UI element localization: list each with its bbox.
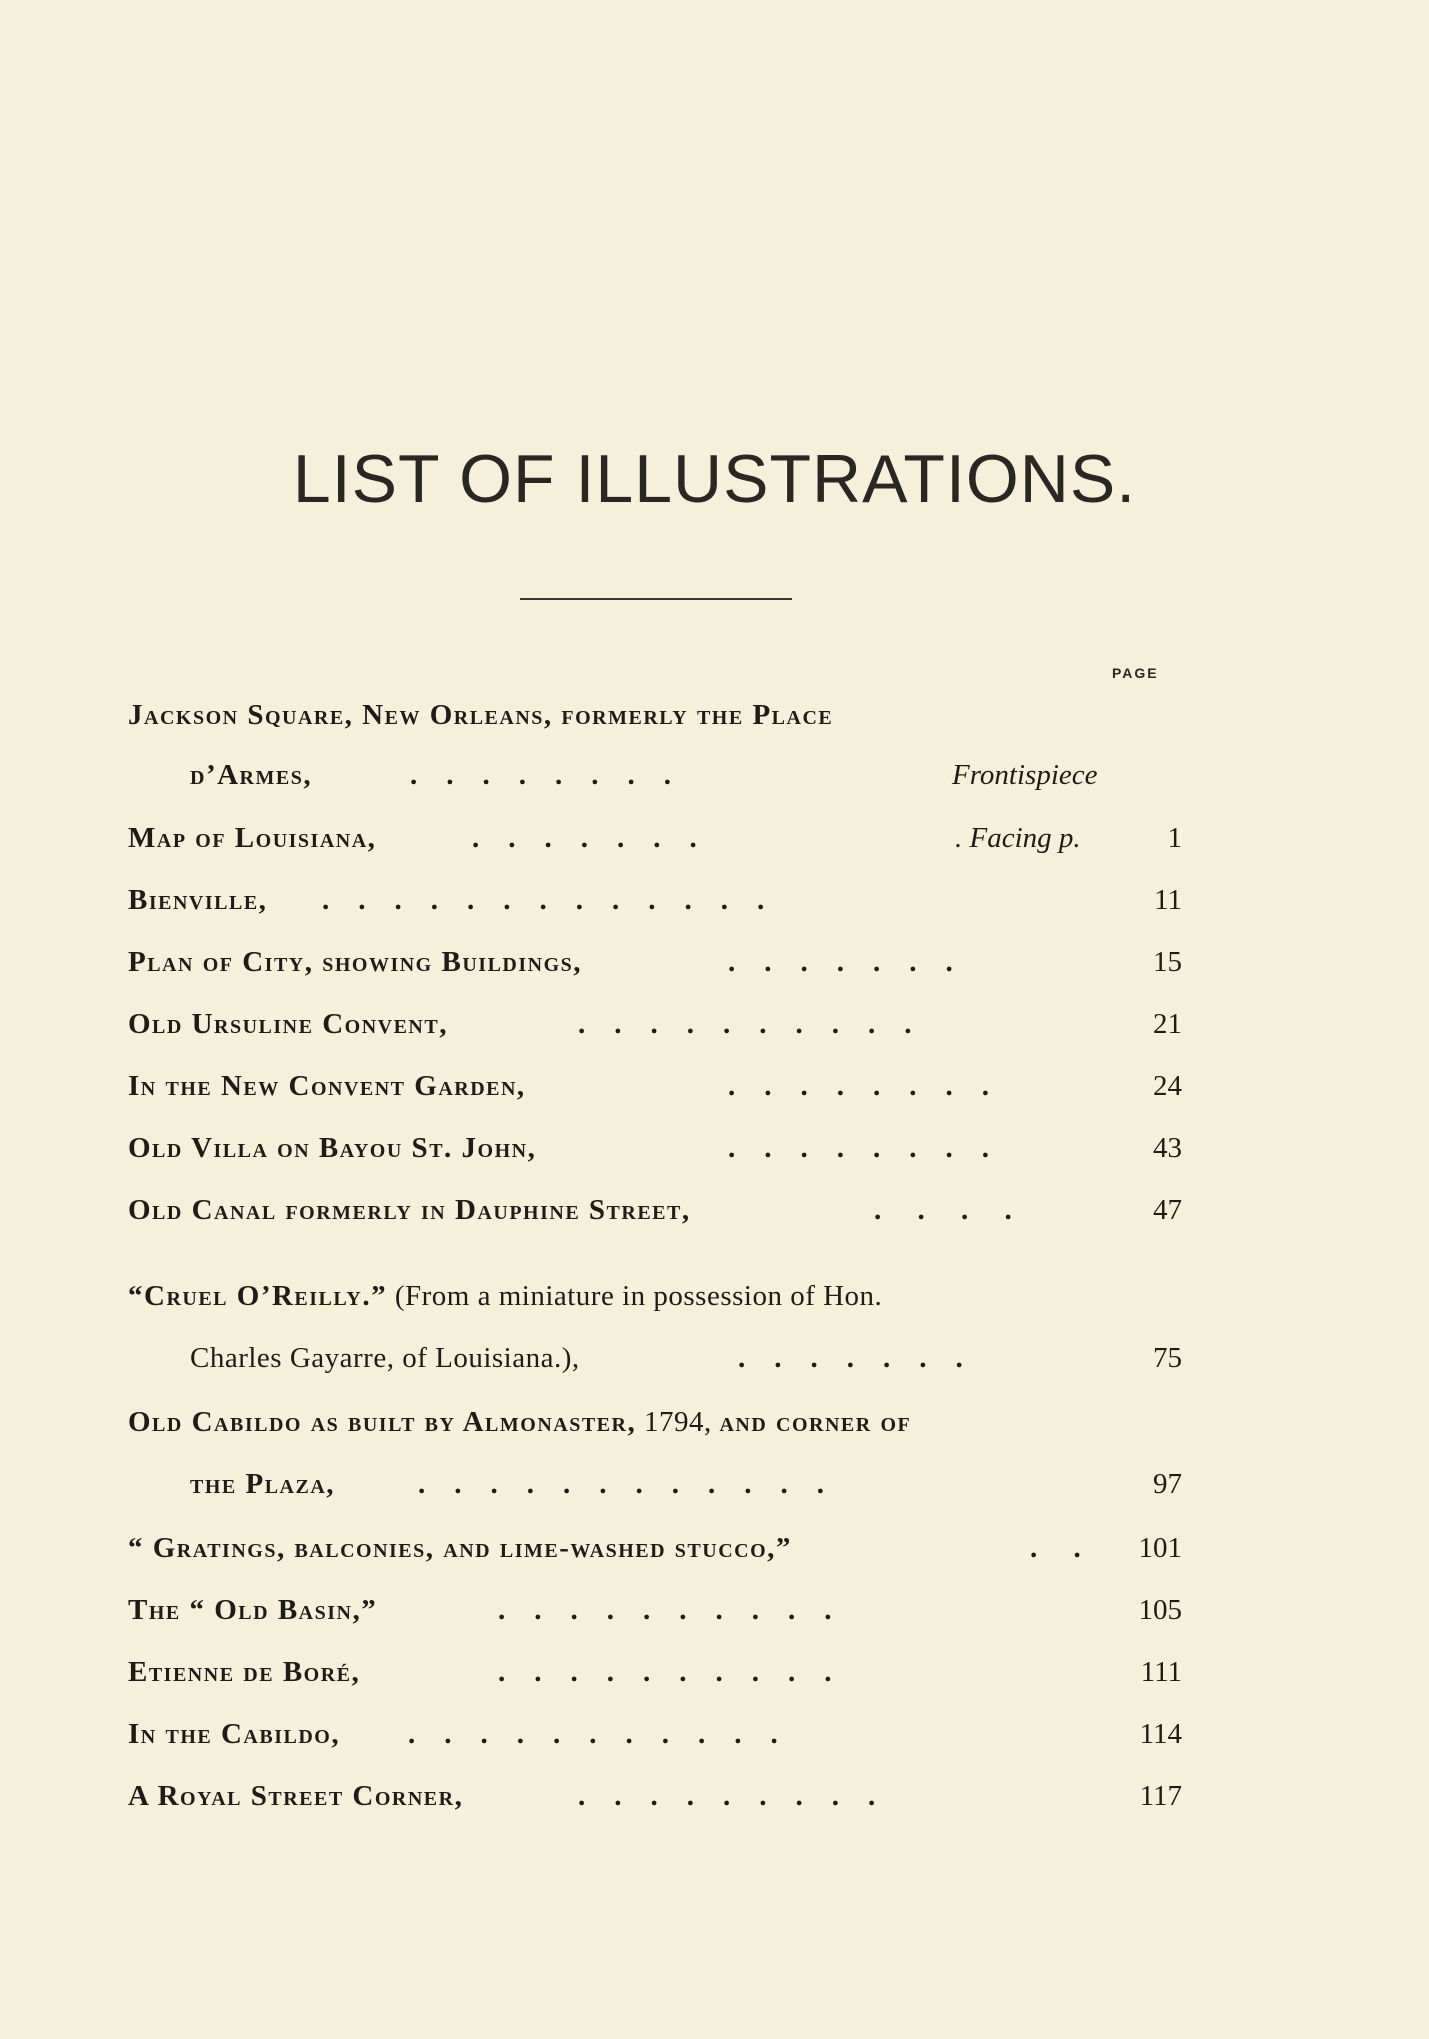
entry-title: “ Gratings, balconies, and lime-washed stucco,”	[128, 1532, 792, 1564]
leader-dots: . . . . . . . . . .	[498, 1594, 832, 1626]
entry-page-number: 1	[1167, 822, 1182, 854]
entry-page-number: 24	[1153, 1070, 1182, 1102]
entry-page-number: 11	[1154, 884, 1182, 916]
entry-title-tail: and corner of	[719, 1406, 912, 1438]
entry-title: Old Cabildo as built by Almonaster,	[128, 1406, 637, 1438]
leader-dots: . . . .	[874, 1194, 1012, 1226]
entry-title: A Royal Street Corner,	[128, 1780, 464, 1812]
entry-title-continued: the Plaza,	[190, 1468, 336, 1500]
page-column-header: PAGE	[1112, 665, 1159, 681]
entry-page-number: 114	[1139, 1718, 1182, 1750]
entry-title: Map of Louisiana,	[128, 822, 377, 854]
leader-dots: . . . . . . . . . .	[498, 1656, 832, 1688]
leader-dots: . . . . . . . .	[410, 759, 671, 791]
entry-page-number: 43	[1153, 1132, 1182, 1164]
leader-dots: . . . . . . . . . . . . .	[322, 884, 765, 916]
page-title: LIST OF ILLUSTRATIONS.	[292, 441, 1137, 517]
entry-page-number: 75	[1153, 1342, 1182, 1374]
leader-dots: . . . . . . .	[728, 946, 953, 978]
entry-page-number: 15	[1153, 946, 1182, 978]
entry-title-continued: d’Armes,	[190, 759, 313, 791]
leader-dots: . . . . . . . .	[728, 1132, 989, 1164]
entry-title: Old Canal formerly in Dauphine Street,	[128, 1194, 691, 1226]
entry-title: Old Villa on Bayou St. John,	[128, 1132, 537, 1164]
leader-dots: . . . . . . . . . . .	[408, 1718, 778, 1750]
entry-title-line	[128, 1402, 911, 1442]
entry-page-number: 101	[1138, 1532, 1182, 1564]
entry-page-number: 111	[1140, 1656, 1182, 1688]
entry-page-number: 105	[1138, 1594, 1182, 1626]
entry-page-number: 117	[1139, 1780, 1182, 1812]
entry-reference: Frontispiece	[952, 759, 1098, 791]
entry-title: Jackson Square, New Orleans, formerly the Place	[128, 699, 834, 731]
title-divider	[520, 598, 792, 600]
leader-dots: . . . . . . .	[472, 822, 697, 854]
entry-page-number: 97	[1153, 1468, 1182, 1500]
leader-dots: . . . . . . .	[738, 1342, 963, 1374]
leader-dots: . . . . . . . . .	[578, 1780, 876, 1812]
entry-page-number: 21	[1153, 1008, 1182, 1040]
entry-title: Old Ursuline Convent,	[128, 1008, 448, 1040]
entry-title: Bienville,	[128, 884, 268, 916]
entry-title-line	[128, 1276, 882, 1316]
entry-note: (From a miniature in possession of Hon.	[387, 1280, 883, 1312]
entry-title-continued: Charles Gayarre, of Louisiana.),	[190, 1342, 580, 1374]
leader-dots: . . . . . . . .	[728, 1070, 989, 1102]
leader-dots: . . . . . . . . . .	[578, 1008, 912, 1040]
entry-title: “Cruel O’Reilly.”	[128, 1280, 388, 1312]
entry-page-number: 47	[1153, 1194, 1182, 1226]
entry-title: In the New Convent Garden,	[128, 1070, 526, 1102]
entry-title: In the Cabildo,	[128, 1718, 341, 1750]
entry-title: Etienne de Boré,	[128, 1656, 361, 1688]
leader-dots: . .	[1030, 1532, 1081, 1564]
entry-title: The “ Old Basin,”	[128, 1594, 378, 1626]
leader-dots: . . . . . . . . . . . .	[418, 1468, 824, 1500]
entry-note: 1794,	[636, 1406, 720, 1438]
entry-reference: . Facing p.	[955, 822, 1081, 854]
entry-title: Plan of City, showing Buildings,	[128, 946, 583, 978]
